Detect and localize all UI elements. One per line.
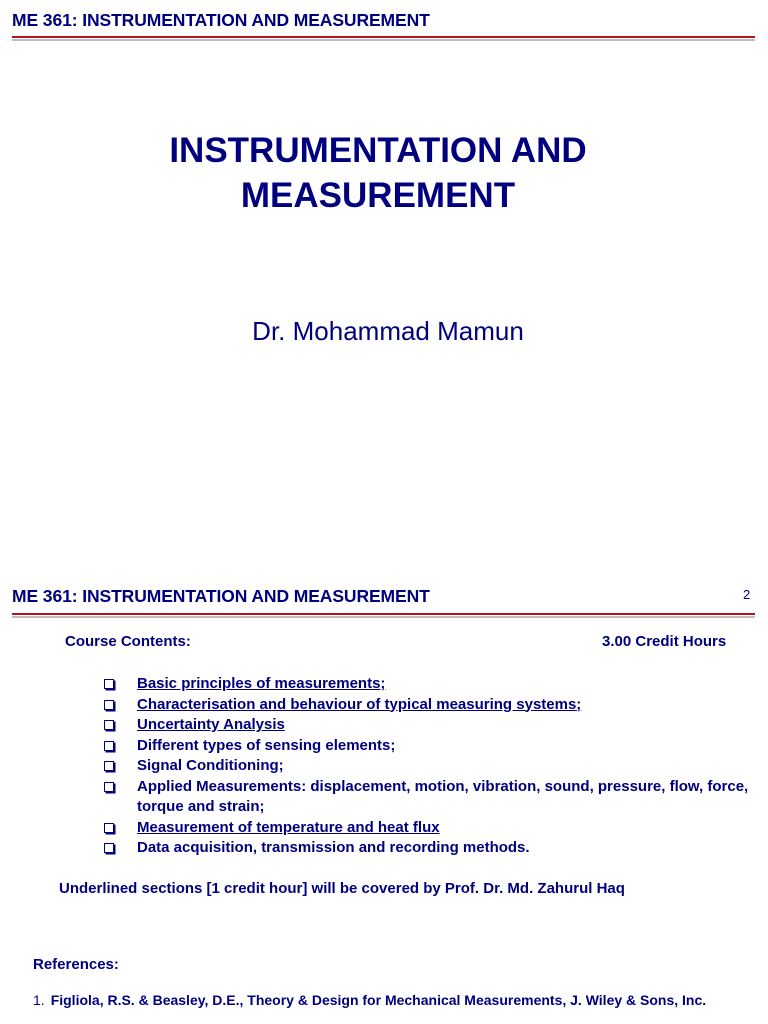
list-item — [102, 818, 752, 839]
header-rule-red — [12, 36, 755, 38]
main-title-line-1: INSTRUMENTATION AND — [169, 131, 587, 170]
list-item — [102, 756, 752, 777]
list-item-text: Basic principles of measurements; — [137, 675, 386, 692]
list-item — [102, 736, 752, 757]
list-item-text: Uncertainty Analysis — [137, 716, 285, 733]
author-name: Dr. Mohammad Mamun — [252, 316, 524, 346]
checkbox-bullet-icon — [104, 782, 114, 792]
list-item-text: Data acquisition, transmission and recording methods. — [137, 839, 530, 856]
list-item-text: Applied Measurements: displacement, motion, vibration, sound, pressure, flow, force, torque and strain; — [137, 777, 749, 815]
checkbox-bullet-icon — [104, 741, 114, 751]
checkbox-bullet-icon — [104, 823, 114, 833]
checkbox-bullet-icon — [104, 720, 114, 730]
list-item — [102, 674, 752, 695]
course-contents-label: Course Contents: — [65, 633, 191, 650]
checkbox-bullet-icon — [104, 700, 114, 710]
slide-2 — [0, 560, 768, 1024]
reference-number: 1. — [33, 992, 45, 1008]
slide-main-title — [0, 128, 756, 218]
checkbox-bullet-icon — [104, 843, 114, 853]
list-item — [102, 838, 752, 859]
list-item-text: Characterisation and behaviour of typical measuring systems; — [137, 695, 582, 713]
list-item — [102, 777, 752, 818]
list-item-text: Different types of sensing elements; — [137, 736, 396, 754]
list-item — [102, 715, 752, 736]
credit-hours: 3.00 Credit Hours — [602, 633, 727, 650]
slide-header-title: ME 361: INSTRUMENTATION AND MEASUREMENT — [12, 586, 430, 606]
list-item-text: Measurement of temperature and heat flux — [137, 818, 440, 836]
header-rule-grey — [12, 616, 755, 618]
checkbox-bullet-icon — [104, 679, 114, 689]
page-number: 2 — [743, 587, 751, 602]
list-item-text: Signal Conditioning; — [137, 757, 284, 774]
header-rule-red — [12, 613, 755, 615]
underlined-sections-note: Underlined sections [1 credit hour] will be covered by Prof. Dr. Md. Zahurul Haq — [59, 880, 625, 897]
main-title-line-2: MEASUREMENT — [240, 176, 516, 215]
slide-header-title: ME 361: INSTRUMENTATION AND MEASUREMENT — [12, 10, 430, 30]
reference-item — [33, 992, 706, 1008]
references-label: References: — [33, 956, 119, 973]
reference-text: Figliola, R.S. & Beasley, D.E., Theory & Design for Mechanical Measurements, J. Wiley & Sons, Inc. — [50, 992, 707, 1008]
checkbox-bullet-icon — [104, 761, 114, 771]
list-item — [102, 695, 752, 716]
course-contents-list — [102, 674, 752, 859]
header-rule-grey — [12, 39, 755, 41]
